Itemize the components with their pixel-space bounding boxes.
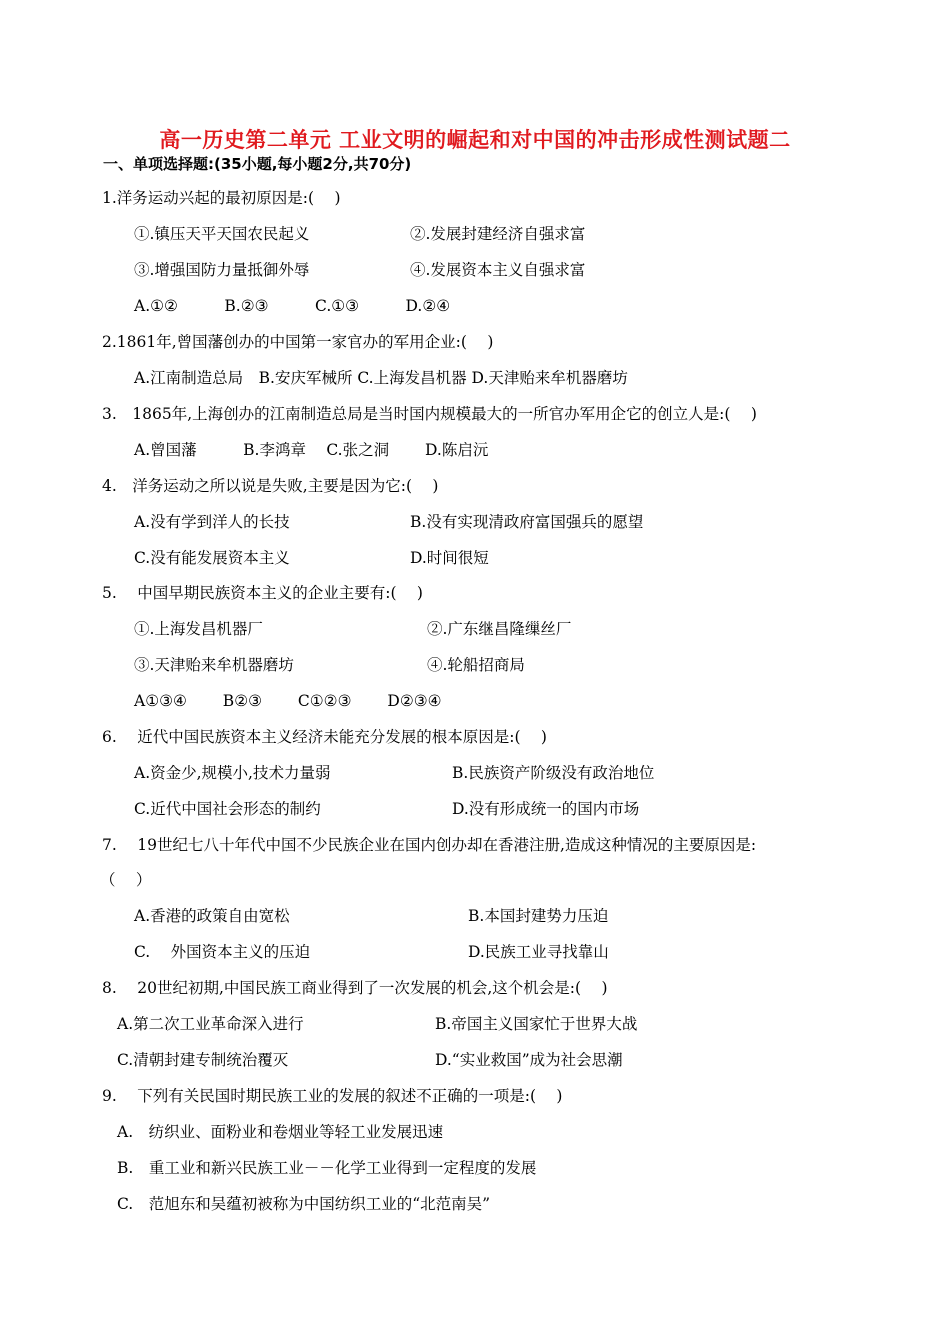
option-line: B.没有实现清政府富国强兵的愿望 [410, 513, 644, 531]
option-line: ②.发展封建经济自强求富 [410, 225, 586, 243]
question-stem-6: 6. 近代中国民族资本主义经济未能充分发展的根本原因是:( ) [102, 728, 547, 746]
question-stem-3: 3. 1865年,上海创办的江南制造总局是当时国内规模最大的一所官办军用企它的创立人是:( ) [102, 405, 757, 423]
question-stem-7: 7. 19世纪七八十年代中国不少民族企业在国内创办却在香港注册,造成这种情况的主要原因是: [102, 836, 757, 854]
option-line: C.没有能发展资本主义 [134, 549, 290, 567]
option-line: ①.上海发昌机器厂 [134, 620, 263, 638]
option-line: B. 重工业和新兴民族工业－－化学工业得到一定程度的发展 [117, 1159, 537, 1177]
option-line: ①.镇压天平天国农民起义 [134, 225, 310, 243]
question-stem-2: 2.1861年,曾国藩创办的中国第一家官办的军用企业:( ) [102, 333, 494, 351]
page-title: 高一历史第二单元 工业文明的崛起和对中国的冲击形成性测试题二 [159, 128, 791, 152]
option-line: B.本国封建势力压迫 [468, 907, 609, 925]
option-line: D.民族工业寻找靠山 [468, 943, 609, 961]
option-line: ③.天津贻来牟机器磨坊 [134, 656, 294, 674]
option-line: A.第二次工业革命深入进行 [117, 1015, 304, 1033]
option-line: D.时间很短 [410, 549, 489, 567]
option-line: C. 范旭东和吴蕴初被称为中国纺织工业的“北范南吴” [117, 1195, 491, 1213]
option-line: D.“实业救国”成为社会思潮 [435, 1051, 623, 1069]
question-stem-continued: （ ） [100, 871, 152, 889]
question-stem-9: 9. 下列有关民国时期民族工业的发展的叙述不正确的一项是:( ) [102, 1087, 563, 1105]
question-stem-4: 4. 洋务运动之所以说是失败,主要是因为它:( ) [102, 477, 439, 495]
section-heading: 一、单项选择题:(35小题,每小题2分,共70分) [103, 155, 412, 173]
option-line: ④.发展资本主义自强求富 [410, 261, 586, 279]
option-line: ④.轮船招商局 [427, 656, 525, 674]
answer-choices: A.江南制造总局 B.安庆军械所 C.上海发昌机器 D.天津贻来牟机器磨坊 [134, 369, 628, 387]
answer-choices: A.曾国藩 B.李鸿章 C.张之洞 D.陈启沅 [134, 441, 489, 459]
answer-choices: A①③④ B②③ C①②③ D②③④ [134, 692, 442, 710]
option-line: A. 纺织业、面粉业和卷烟业等轻工业发展迅速 [117, 1123, 444, 1141]
answer-choices: A.①② B.②③ C.①③ D.②④ [134, 297, 451, 315]
option-line: A.没有学到洋人的长技 [134, 513, 290, 531]
option-line: ③.增强国防力量抵御外辱 [134, 261, 310, 279]
option-line: A.资金少,规模小,技术力量弱 [134, 764, 331, 782]
question-stem-8: 8. 20世纪初期,中国民族工商业得到了一次发展的机会,这个机会是:( ) [102, 979, 608, 997]
option-line: D.没有形成统一的国内市场 [452, 800, 640, 818]
option-line: A.香港的政策自由宽松 [134, 907, 290, 925]
option-line: C. 外国资本主义的压迫 [134, 943, 311, 961]
question-stem-1: 1.洋务运动兴起的最初原因是:( ) [102, 189, 341, 207]
option-line: C.近代中国社会形态的制约 [134, 800, 321, 818]
option-line: C.清朝封建专制统治覆灭 [117, 1051, 289, 1069]
option-line: ②.广东继昌隆缫丝厂 [427, 620, 572, 638]
option-line: B.民族资产阶级没有政治地位 [452, 764, 655, 782]
question-stem-5: 5. 中国早期民族资本主义的企业主要有:( ) [102, 584, 423, 602]
option-line: B.帝国主义国家忙于世界大战 [435, 1015, 638, 1033]
